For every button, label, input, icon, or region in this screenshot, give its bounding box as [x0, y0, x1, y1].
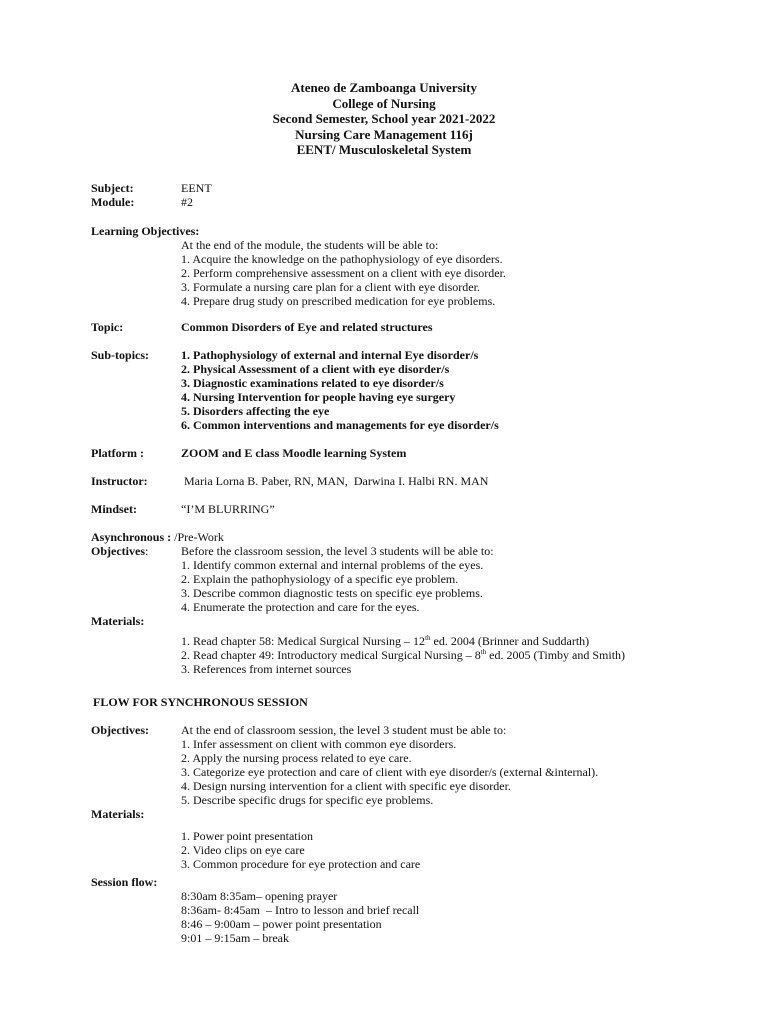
asynchronous-material-item: 2. Read chapter 49: Introductory medical Surgical Nursing – 8th ed. 2005 (Timby and Smith) [181, 648, 626, 662]
learning-objectives-label-row [91, 224, 711, 238]
platform-label: Platform : [91, 446, 144, 460]
subject-value: EENT [181, 181, 212, 195]
flow-objective-item: 4. Design nursing intervention for a client with specific eye disorder. [181, 779, 511, 793]
flow-objectives-intro: At the end of classroom session, the level 3 student must be able to: [181, 723, 507, 737]
document-header [0, 80, 768, 158]
instructor-label: Instructor: [91, 474, 148, 488]
flow-materials-label: Materials: [91, 807, 145, 821]
subtopic-row [91, 348, 711, 362]
mindset-label: Mindset: [91, 502, 137, 516]
flow-objective-item: 2. Apply the nursing process related to eye care. [181, 751, 412, 765]
asynchronous-block [91, 530, 711, 676]
topic-row [91, 320, 711, 334]
topic-label: Topic: [91, 320, 124, 334]
asynchronous-objective-item: 2. Explain the pathophysiology of a specific eye problem. [181, 572, 459, 586]
asynchronous-materials-label: Materials: [91, 614, 145, 628]
asynchronous-objectives-colon: : [144, 544, 149, 558]
module-row [91, 195, 711, 209]
asynchronous-objectives-row [91, 544, 711, 558]
university-name: Ateneo de Zamboanga University [291, 80, 477, 95]
session-flow-item: 9:01 – 9:15am – break [181, 931, 289, 945]
module-value: #2 [181, 195, 193, 209]
platform-value: ZOOM and E class Moodle learning System [181, 446, 407, 460]
flow-material-item: 2. Video clips on eye care [181, 843, 305, 857]
session-flow-item: 8:36am- 8:45am – Intro to lesson and brief recall [181, 903, 420, 917]
flow-objective-item: 1. Infer assessment on client with common eye disorders. [181, 737, 457, 751]
learning-objectives-label: Learning Objectives: [91, 224, 200, 238]
asynchronous-label-suffix: /Pre-Work [174, 530, 224, 544]
subtopic-item: 5. Disorders affecting the eye [181, 404, 330, 418]
asynchronous-material-item: 1. Read chapter 58: Medical Surgical Nursing – 12th ed. 2004 (Brinner and Suddarth) [181, 634, 590, 648]
flow-material-item: 3. Common procedure for eye protection and care [181, 857, 421, 871]
flow-material-item: 1. Power point presentation [181, 829, 313, 843]
session-flow-label-row [91, 875, 711, 889]
topic-block [91, 320, 711, 334]
asynchronous-label-row [91, 530, 711, 544]
flow-objective-item: 5. Describe specific drugs for specific eye problems. [181, 793, 434, 807]
flow-materials-label-row [91, 807, 711, 821]
platform-row [91, 446, 711, 460]
mindset-block [91, 502, 711, 516]
asynchronous-objective-item: 4. Enumerate the protection and care for the eyes. [181, 600, 420, 614]
subtopics-label: Sub-topics: [91, 348, 150, 362]
learning-objective-item: 2. Perform comprehensive assessment on a client with eye disorder. [181, 266, 506, 280]
subtopic-item: 4. Nursing Intervention for people having eye surgery [181, 390, 456, 404]
learning-objective-item: 1. Acquire the knowledge on the pathophysiology of eye disorders. [181, 252, 503, 266]
subtopic-item: 3. Diagnostic examinations related to eye disorder/s [181, 376, 444, 390]
subtopics-block [91, 348, 711, 432]
subject-label: Subject: [91, 181, 134, 195]
learning-objectives-intro: At the end of the module, the students will be able to: [181, 238, 439, 252]
asynchronous-objectives-label: Objectives [91, 544, 145, 558]
flow-objectives-row [91, 723, 711, 737]
instructor-row [91, 474, 711, 488]
asynchronous-objectives-intro: Before the classroom session, the level 3 students will be able to: [181, 544, 494, 558]
subtopic-item: 1. Pathophysiology of external and internal Eye disorder/s [181, 348, 479, 362]
mindset-value: “I’M BLURRING” [181, 502, 275, 516]
subject-row [91, 181, 711, 195]
topic-value: Common Disorders of Eye and related structures [181, 320, 433, 334]
flow-objectives-label: Objectives: [91, 723, 149, 737]
semester-line: Second Semester, School year 2021-2022 [272, 111, 496, 126]
learning-objectives-block [91, 224, 711, 308]
subject-module-block [91, 181, 711, 209]
asynchronous-label: Asynchronous : [91, 530, 175, 544]
session-flow-item: 8:46 – 9:00am – power point presentation [181, 917, 382, 931]
instructor-block [91, 474, 711, 488]
mindset-row [91, 502, 711, 516]
learning-objective-item: 4. Prepare drug study on prescribed medication for eye problems. [181, 294, 496, 308]
session-flow-item: 8:30am 8:35am– opening prayer [181, 889, 338, 903]
learning-objective-item: 3. Formulate a nursing care plan for a client with eye disorder. [181, 280, 480, 294]
flow-objective-item: 3. Categorize eye protection and care of client with eye disorder/s (external &internal). [181, 765, 599, 779]
asynchronous-objective-item: 3. Describe common diagnostic tests on specific eye problems. [181, 586, 483, 600]
asynchronous-material-item: 3. References from internet sources [181, 662, 352, 676]
subtopic-item: 2. Physical Assessment of a client with eye disorder/s [181, 362, 450, 376]
course-name: Nursing Care Management 116j [295, 126, 473, 142]
flow-title-block [93, 695, 713, 709]
flow-objectives-block [91, 723, 711, 871]
flow-title: FLOW FOR SYNCHRONOUS SESSION [93, 695, 308, 709]
platform-block [91, 446, 711, 460]
session-flow-block [91, 875, 711, 945]
module-label: Module: [91, 195, 135, 209]
asynchronous-objective-item: 1. Identify common external and internal problems of the eyes. [181, 558, 484, 572]
system-name: EENT/ Musculoskeletal System [296, 142, 472, 157]
session-flow-label: Session flow: [91, 875, 158, 889]
college-name: College of Nursing [332, 95, 436, 111]
asynchronous-materials-label-row [91, 614, 711, 628]
subtopic-item: 6. Common interventions and managements for eye disorder/s [181, 418, 499, 432]
instructor-value: Maria Lorna B. Paber, RN, MAN, Darwina I. Halbi RN. MAN [181, 474, 489, 488]
